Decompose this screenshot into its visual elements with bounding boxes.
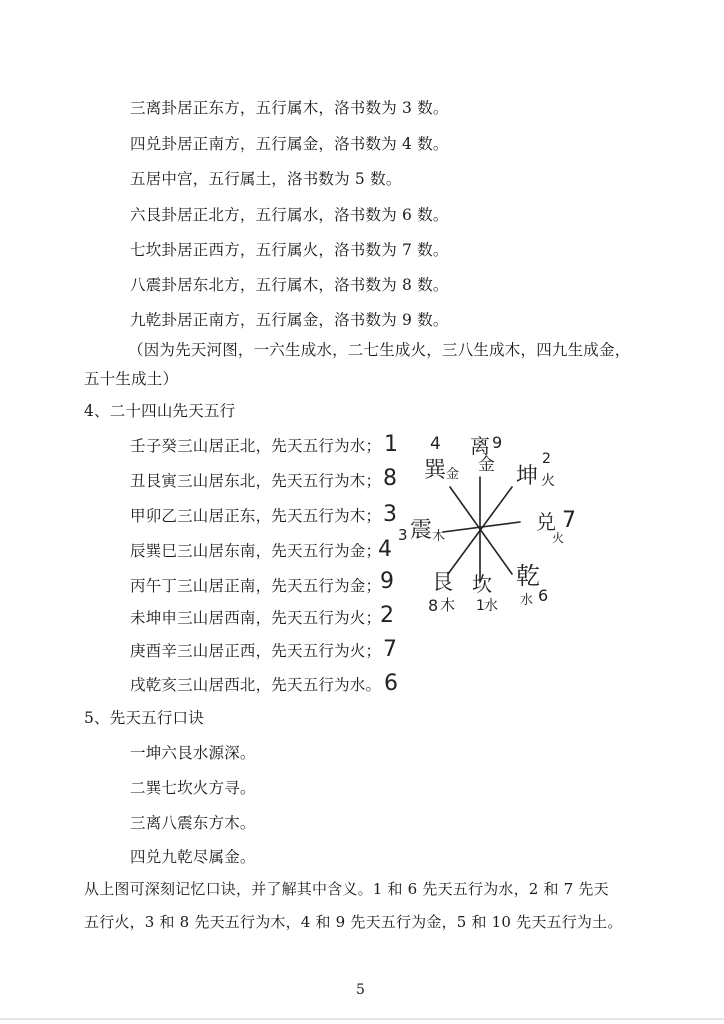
diagram-number: 8 <box>428 596 439 615</box>
body-line: 七坎卦居正西方，五行属火，洛书数为 7 数。 <box>130 241 449 259</box>
diagram-number: 3 <box>398 526 408 544</box>
mnemonic-line: 二巽七坎火方寻。 <box>130 779 256 797</box>
conclusion-line: 从上图可深刻记忆口诀，并了解其中含义。1 和 6 先天五行为水，2 和 7 先天 <box>84 880 609 898</box>
section-heading: 5、先天五行口诀 <box>84 709 204 727</box>
diagram-trigram: 坤 <box>516 464 539 489</box>
body-line: 五十生成土） <box>84 370 179 388</box>
diagram-element: 金 <box>478 455 495 475</box>
diagram-element: 水 <box>520 593 534 608</box>
body-line: 五居中宫，五行属土，洛书数为 5 数。 <box>130 170 402 188</box>
diagram-number: 7 <box>562 508 576 533</box>
body-line: 九乾卦居正南方，五行属金，洛书数为 9 数。 <box>130 311 449 329</box>
mountain-line: 壬子癸三山居正北，先天五行为水； <box>130 437 382 455</box>
diagram-element: 金 <box>446 467 460 482</box>
mountain-line: 丑艮寅三山居东北，先天五行为木； <box>130 472 382 490</box>
conclusion-line: 五行火，3 和 8 先天五行为木，4 和 9 先天五行为金，5 和 10 先天五行为土。 <box>84 913 623 931</box>
diagram-number: 4 <box>430 434 441 454</box>
mountain-line: 丙午丁三山居正南，先天五行为金； <box>130 577 382 595</box>
diagram-element: 火 <box>552 531 565 545</box>
diagram-trigram: 离 <box>470 434 490 458</box>
handwritten-number: 3 <box>383 502 397 527</box>
body-line: 三离卦居正东方，五行属木，洛书数为 3 数。 <box>130 99 449 117</box>
diagram-trigram: 坎 <box>472 572 492 596</box>
diagram-trigram: 艮 <box>432 570 453 594</box>
body-line: 八震卦居东北方，五行属木，洛书数为 8 数。 <box>130 276 449 294</box>
diagram-trigram: 震 <box>410 518 433 543</box>
diagram-trigram: 巽 <box>424 458 447 483</box>
scan-edge <box>0 1018 724 1020</box>
handwritten-number: 1 <box>384 432 398 457</box>
mountain-line: 辰巽巳三山居东南，先天五行为金； <box>130 542 382 560</box>
mountain-line: 甲卯乙三山居正东，先天五行为木； <box>130 507 382 525</box>
diagram-element: 木 <box>440 596 456 614</box>
bagua-sketch <box>388 432 588 622</box>
mnemonic-line: 三离八震东方木。 <box>130 814 256 832</box>
mountain-line: 未坤申三山居西南，先天五行为火； <box>130 609 382 627</box>
diagram-number: 6 <box>538 586 549 605</box>
diagram-trigram: 兑 <box>536 510 556 534</box>
mnemonic-line: 一坤六艮水源深。 <box>130 744 256 762</box>
section-heading: 4、二十四山先天五行 <box>84 402 236 420</box>
mountain-line: 戌乾亥三山居西北，先天五行为水。 <box>130 676 382 694</box>
body-line: （因为先天河图，一六生成水，二七生成火，三八生成木，四九生成金， <box>128 341 631 359</box>
diagram-element: 火 <box>541 473 555 489</box>
handwritten-number: 7 <box>383 637 397 662</box>
diagram-number: 2 <box>542 451 551 467</box>
diagram-trigram: 乾 <box>516 562 540 590</box>
handwritten-number: 9 <box>380 569 394 594</box>
diagram-number: 9 <box>492 433 503 452</box>
diagram-number: 1 <box>476 598 485 614</box>
mountain-line: 庚酉辛三山居正西，先天五行为火； <box>130 642 382 660</box>
diagram-element: 木 <box>432 529 446 544</box>
body-line: 六艮卦居正北方，五行属水，洛书数为 6 数。 <box>130 206 449 224</box>
page-number: 5 <box>356 982 365 998</box>
mnemonic-line: 四兑九乾尽属金。 <box>130 848 256 866</box>
handwritten-number: 6 <box>384 671 398 696</box>
body-line: 四兑卦居正南方，五行属金，洛书数为 4 数。 <box>130 135 449 153</box>
handwritten-number: 8 <box>383 466 397 491</box>
handwritten-number: 4 <box>378 537 392 562</box>
handwritten-number: 2 <box>380 603 394 628</box>
diagram-element: 水 <box>484 598 498 614</box>
